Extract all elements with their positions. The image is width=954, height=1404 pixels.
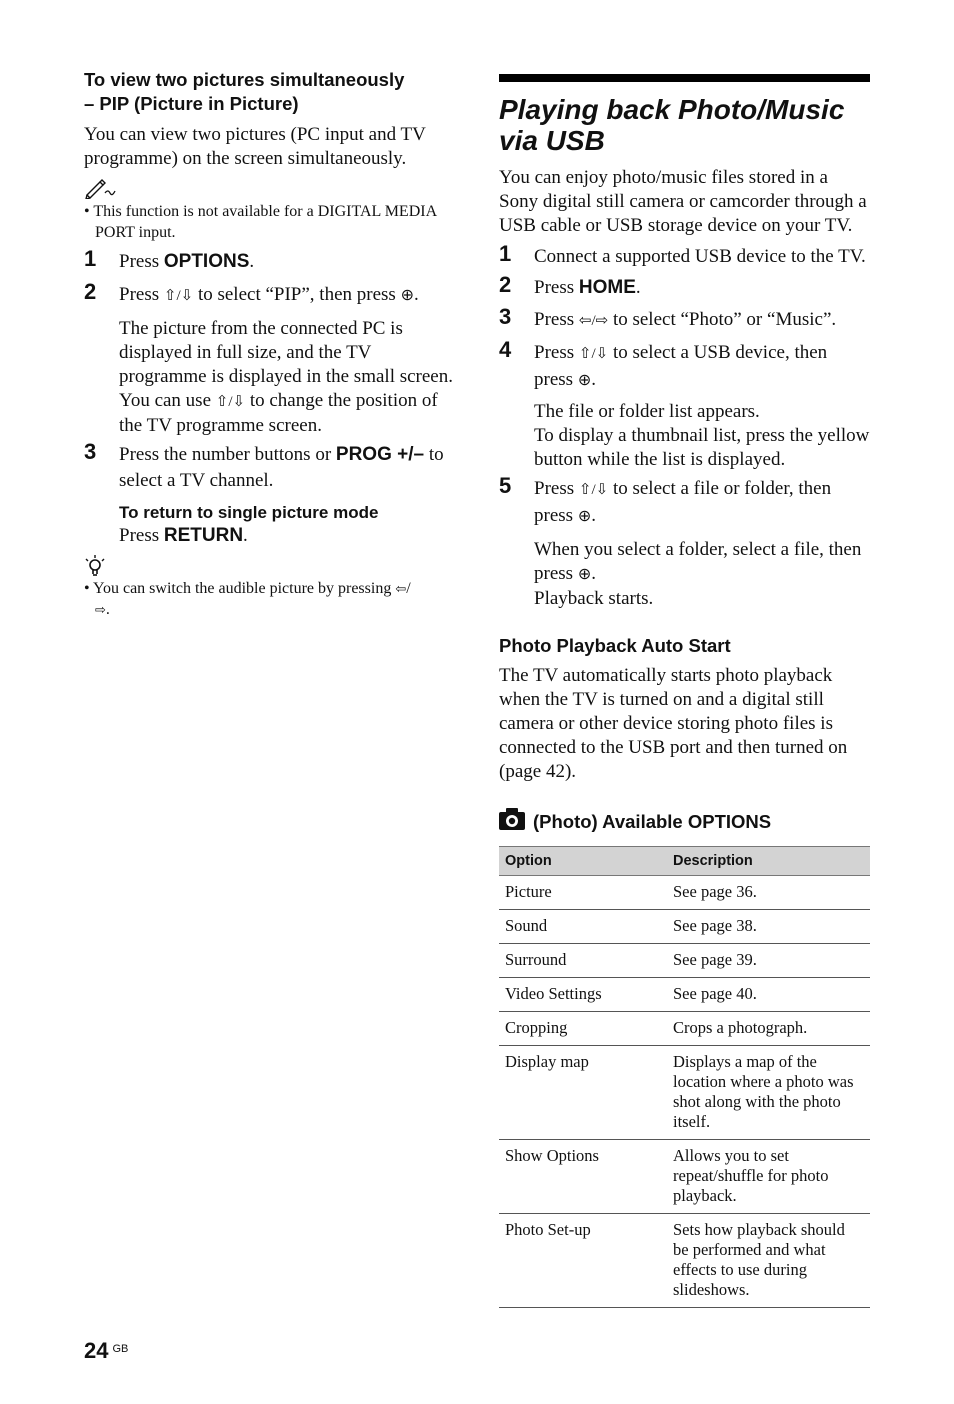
detail-text: You can use	[119, 390, 216, 411]
option-cell: Picture	[499, 876, 667, 910]
auto-start-heading: Photo Playback Auto Start	[499, 635, 731, 656]
pip-step-2	[84, 279, 456, 309]
step-text: Press	[119, 284, 164, 305]
options-heading-text: (Photo) Available OPTIONS	[533, 811, 772, 832]
return-text: Press	[119, 525, 164, 546]
enter-button-icon: ⊕	[577, 508, 592, 525]
enter-button-icon: ⊕	[400, 287, 414, 304]
table-row	[499, 876, 870, 910]
pip-heading-line1: To view two pictures simultaneously	[84, 69, 405, 90]
pip-step-2-detail-2	[84, 389, 456, 438]
step-text: Connect a supported USB device to the TV.	[534, 246, 866, 267]
table-header-row	[499, 847, 870, 876]
options-key-label: OPTIONS	[163, 251, 250, 272]
usb-step-1	[499, 241, 870, 270]
option-column-header: Option	[499, 847, 667, 876]
usb-step-4-detail-1: The file or folder list appears.	[534, 401, 760, 422]
table-row	[499, 1140, 870, 1214]
step-text-end: .	[591, 505, 596, 526]
usb-step-4-detail-2: To display a thumbnail list, press the yellow button while the list is displayed.	[534, 425, 870, 470]
step-text-end: .	[591, 369, 596, 390]
return-key-label: RETURN	[163, 525, 244, 546]
step-text-mid: to select a USB device, then press	[534, 342, 828, 390]
option-cell: Show Options	[499, 1140, 667, 1214]
description-cell: See page 38.	[667, 910, 870, 944]
up-down-arrow-icon: ⇧/⇩	[163, 288, 194, 304]
step-text-end: .	[249, 251, 255, 272]
description-cell: Displays a map of the location where a photo was shot along with the photo itself.	[667, 1046, 870, 1140]
step-number: 2	[84, 279, 97, 304]
detail-text: When you select a folder, select a file, then press	[534, 539, 862, 584]
option-cell: Photo Set-up	[499, 1214, 667, 1308]
option-cell: Video Settings	[499, 978, 667, 1012]
left-arrow-icon: ⇦	[395, 581, 407, 596]
page-number-value: 24	[84, 1338, 109, 1363]
page-title: Playing back Photo/Music via USB	[499, 94, 845, 156]
right-column	[499, 74, 870, 1308]
pip-intro: You can view two pictures (PC input and TV programme) on the screen simultaneously.	[84, 124, 426, 169]
photo-options-table	[499, 846, 870, 1308]
enter-button-icon: ⊕	[577, 372, 592, 389]
option-cell: Sound	[499, 910, 667, 944]
return-text-end: .	[243, 525, 248, 546]
detail-text-end: .	[591, 563, 596, 584]
step-text: Press	[119, 251, 164, 272]
option-cell: Display map	[499, 1046, 667, 1140]
step-number: 4	[499, 337, 512, 362]
return-section	[84, 502, 456, 548]
step-number: 5	[499, 473, 512, 498]
options-heading	[499, 808, 870, 836]
usb-step-5-detail-1	[499, 538, 870, 587]
table-row	[499, 978, 870, 1012]
step-text: Press	[534, 342, 579, 363]
step-text-mid: to select a file or folder, then press	[534, 478, 832, 526]
home-key-label: HOME	[578, 277, 636, 298]
hint-text	[84, 578, 456, 620]
pip-step-1	[84, 246, 456, 275]
description-cell: Allows you to set repeat/shuffle for photo playback.	[667, 1140, 870, 1214]
step-text-end: to select a TV channel.	[119, 444, 444, 491]
hint-text-body: • You can switch the audible picture by pressing	[84, 580, 396, 597]
description-cell: Crops a photograph.	[667, 1012, 870, 1046]
step-number: 2	[499, 272, 512, 297]
left-column	[84, 68, 456, 620]
return-heading: To return to single picture mode	[119, 503, 379, 522]
enter-button-icon: ⊕	[577, 566, 592, 583]
step-text: Press	[534, 277, 579, 298]
page-number	[84, 1338, 128, 1364]
step-number: 3	[499, 304, 512, 329]
step-number: 1	[84, 246, 97, 271]
step-text: Press	[534, 309, 579, 330]
note-text: • This function is not available for a DIGITAL MEDIA PORT input.	[84, 203, 437, 241]
usb-step-4	[499, 337, 870, 394]
step-text-end: .	[635, 277, 641, 298]
description-cell: See page 36.	[667, 876, 870, 910]
description-cell: Sets how playback should be performed and what effects to use during slideshows.	[667, 1214, 870, 1308]
usb-intro: You can enjoy photo/music files stored in a Sony digital still camera or camcorder through a USB cable or USB storage device on your TV.	[499, 167, 867, 236]
hint-slash: /	[406, 580, 411, 597]
up-down-arrow-icon: ⇧/⇩	[215, 394, 246, 410]
pip-heading-line2: – PIP (Picture in Picture)	[84, 93, 299, 114]
pip-step-2-detail-1: The picture from the connected PC is displayed in full size, and the TV programme is displayed in the small screen.	[119, 318, 453, 387]
prog-key-label: PROG +/–	[335, 444, 425, 465]
step-text: Press the number buttons or	[119, 444, 336, 465]
usb-step-3	[499, 304, 870, 334]
camera-icon	[499, 808, 525, 836]
table-row	[499, 1046, 870, 1140]
description-cell: See page 40.	[667, 978, 870, 1012]
up-down-arrow-icon: ⇧/⇩	[578, 346, 609, 362]
step-text-mid: to select “PIP”, then press	[193, 284, 401, 305]
up-down-arrow-icon: ⇧/⇩	[578, 482, 609, 498]
detail-text-end: to change the position of the TV programme screen.	[119, 390, 438, 436]
usb-step-5-detail-2: Playback starts.	[534, 588, 654, 609]
table-row	[499, 1012, 870, 1046]
table-row	[499, 1214, 870, 1308]
usb-step-2	[499, 272, 870, 301]
usb-step-5	[499, 473, 870, 530]
step-text-end: to select “Photo” or “Music”.	[608, 309, 837, 330]
section-rule	[499, 74, 870, 82]
right-arrow-icon: ⇨	[95, 602, 106, 617]
hint-icon	[84, 554, 456, 578]
hint-text-end: .	[105, 601, 110, 618]
step-number: 1	[499, 241, 512, 266]
step-number: 3	[84, 439, 97, 464]
description-cell: See page 39.	[667, 944, 870, 978]
auto-start-text: The TV automatically starts photo playback when the TV is turned on and a digital still camera or other device storing photo files is connected to the USB port and then turned on (page 42).	[499, 665, 848, 782]
step-text: Press	[534, 478, 579, 499]
description-column-header: Description	[667, 847, 870, 876]
note-icon	[84, 177, 456, 199]
pip-step-3	[84, 439, 456, 494]
option-cell: Surround	[499, 944, 667, 978]
option-cell: Cropping	[499, 1012, 667, 1046]
return-instruction	[119, 524, 456, 548]
region-code: GB	[112, 1343, 129, 1355]
table-row	[499, 910, 870, 944]
table-row	[499, 944, 870, 978]
step-text-end: .	[413, 284, 419, 305]
left-right-arrow-icon: ⇦/⇨	[578, 313, 609, 329]
pip-heading	[84, 68, 456, 116]
